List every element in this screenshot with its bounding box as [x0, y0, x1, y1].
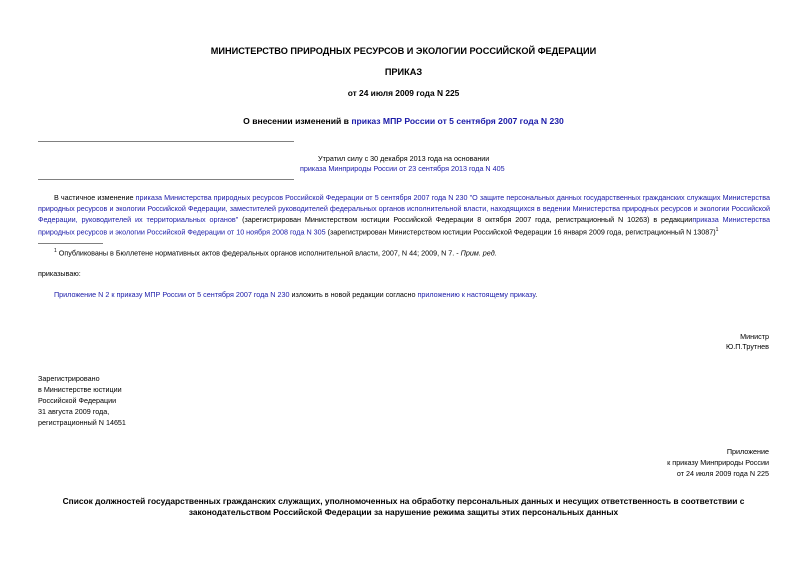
intro-link-1[interactable]: приказа Министерства природных ресурсов Российской Федерации от 5 сентября 2007 года N 230 "О защите персональных данных государственных гражданских служащих Министерства природных ресурсов и экологии Российской Федерации, заместителей руководителей федеральных органов исполнительной власти, находящихся в ведении Министерства природных ресурсов и экологии Российской Федерации, руководителей их территориальных органов" [38, 193, 770, 224]
footnote-note: Прим. ред. [460, 248, 497, 258]
doc-date-number: от 24 июля 2009 года N 225 [347, 88, 460, 98]
appendix-line: к приказу Минприроды России [667, 458, 769, 467]
divider-rule [38, 141, 294, 142]
divider-rule [38, 179, 294, 180]
intro-link-2[interactable]: приказа Министерства природных ресурсов и экологии Российской Федерации от 10 ноября 2008 года N 305 [38, 215, 771, 237]
doc-subject [0, 116, 807, 126]
list-title-line: законодательством Российской Федерации за нарушение режима защиты этих персональных данных [188, 507, 619, 517]
appendix-line: Приложение [726, 447, 769, 456]
appendix-block [667, 446, 769, 479]
list-title [0, 496, 807, 518]
order-link-appendix[interactable]: Приложение N 2 к приказу МПР России от 5 сентября 2007 года N 230 [54, 290, 290, 299]
registration-line: 31 августа 2009 года, [38, 407, 110, 416]
order-text-1: изложить в новой редакции согласно [289, 290, 418, 299]
registration-line: регистрационный N 14651 [38, 418, 126, 427]
doc-type: ПРИКАЗ [384, 67, 423, 77]
status-note-link[interactable]: приказа Минприроды России от 23 сентября 2013 года N 405 [300, 164, 505, 173]
order-link-annex[interactable]: приложению к настоящему приказу [417, 290, 536, 299]
footnote-text: Опубликованы в Бюллетене нормативных актов федеральных органов исполнительной власти, 2007, N 44; 2009, N 7. - [56, 248, 461, 258]
registration-line: в Министерстве юстиции [38, 385, 122, 394]
status-note-text: Утратил силу с 30 декабря 2013 года на основании [318, 154, 490, 163]
registration-line: Зарегистрировано [38, 374, 100, 383]
list-title-line: Список должностей государственных гражданских служащих, уполномоченных на обработку персональных данных и несущих ответственность в соответствии с [62, 496, 745, 506]
order-item [54, 289, 537, 300]
footnote [54, 246, 497, 258]
registration-block [38, 373, 126, 428]
intro-text-1: В частичное изменение [54, 193, 136, 202]
intro-text-3: (зарегистрирован Министерством юстиции Российской Федерации 16 января 2009 года, регистрационный N 13087) [325, 227, 716, 237]
registration-line: Российской Федерации [38, 396, 117, 405]
subject-prefix: О внесении изменений в [243, 116, 352, 126]
ministry-title: МИНИСТЕРСТВО ПРИРОДНЫХ РЕСУРСОВ И ЭКОЛОГИИ РОССИЙСКОЙ ФЕДЕРАЦИИ [210, 46, 597, 56]
appendix-line: от 24 июля 2009 года N 225 [676, 469, 769, 478]
order-word: приказываю: [38, 269, 81, 278]
footnote-mark: 1 [54, 248, 57, 254]
intro-text-2: (зарегистрирован Министерством юстиции Российской Федерации 8 октября 2007 года, регистрационный N 10263) в редакции [238, 215, 693, 224]
footnote-ref: 1 [715, 227, 719, 233]
intro-paragraph [38, 192, 770, 237]
signature-name: Ю.П.Трутнев [726, 342, 769, 351]
subject-link[interactable]: приказ МПР России от 5 сентября 2007 года N 230 [351, 116, 564, 126]
order-text-2: . [535, 290, 538, 299]
footnote-rule [38, 243, 103, 244]
signature-title: Министр [740, 332, 769, 341]
